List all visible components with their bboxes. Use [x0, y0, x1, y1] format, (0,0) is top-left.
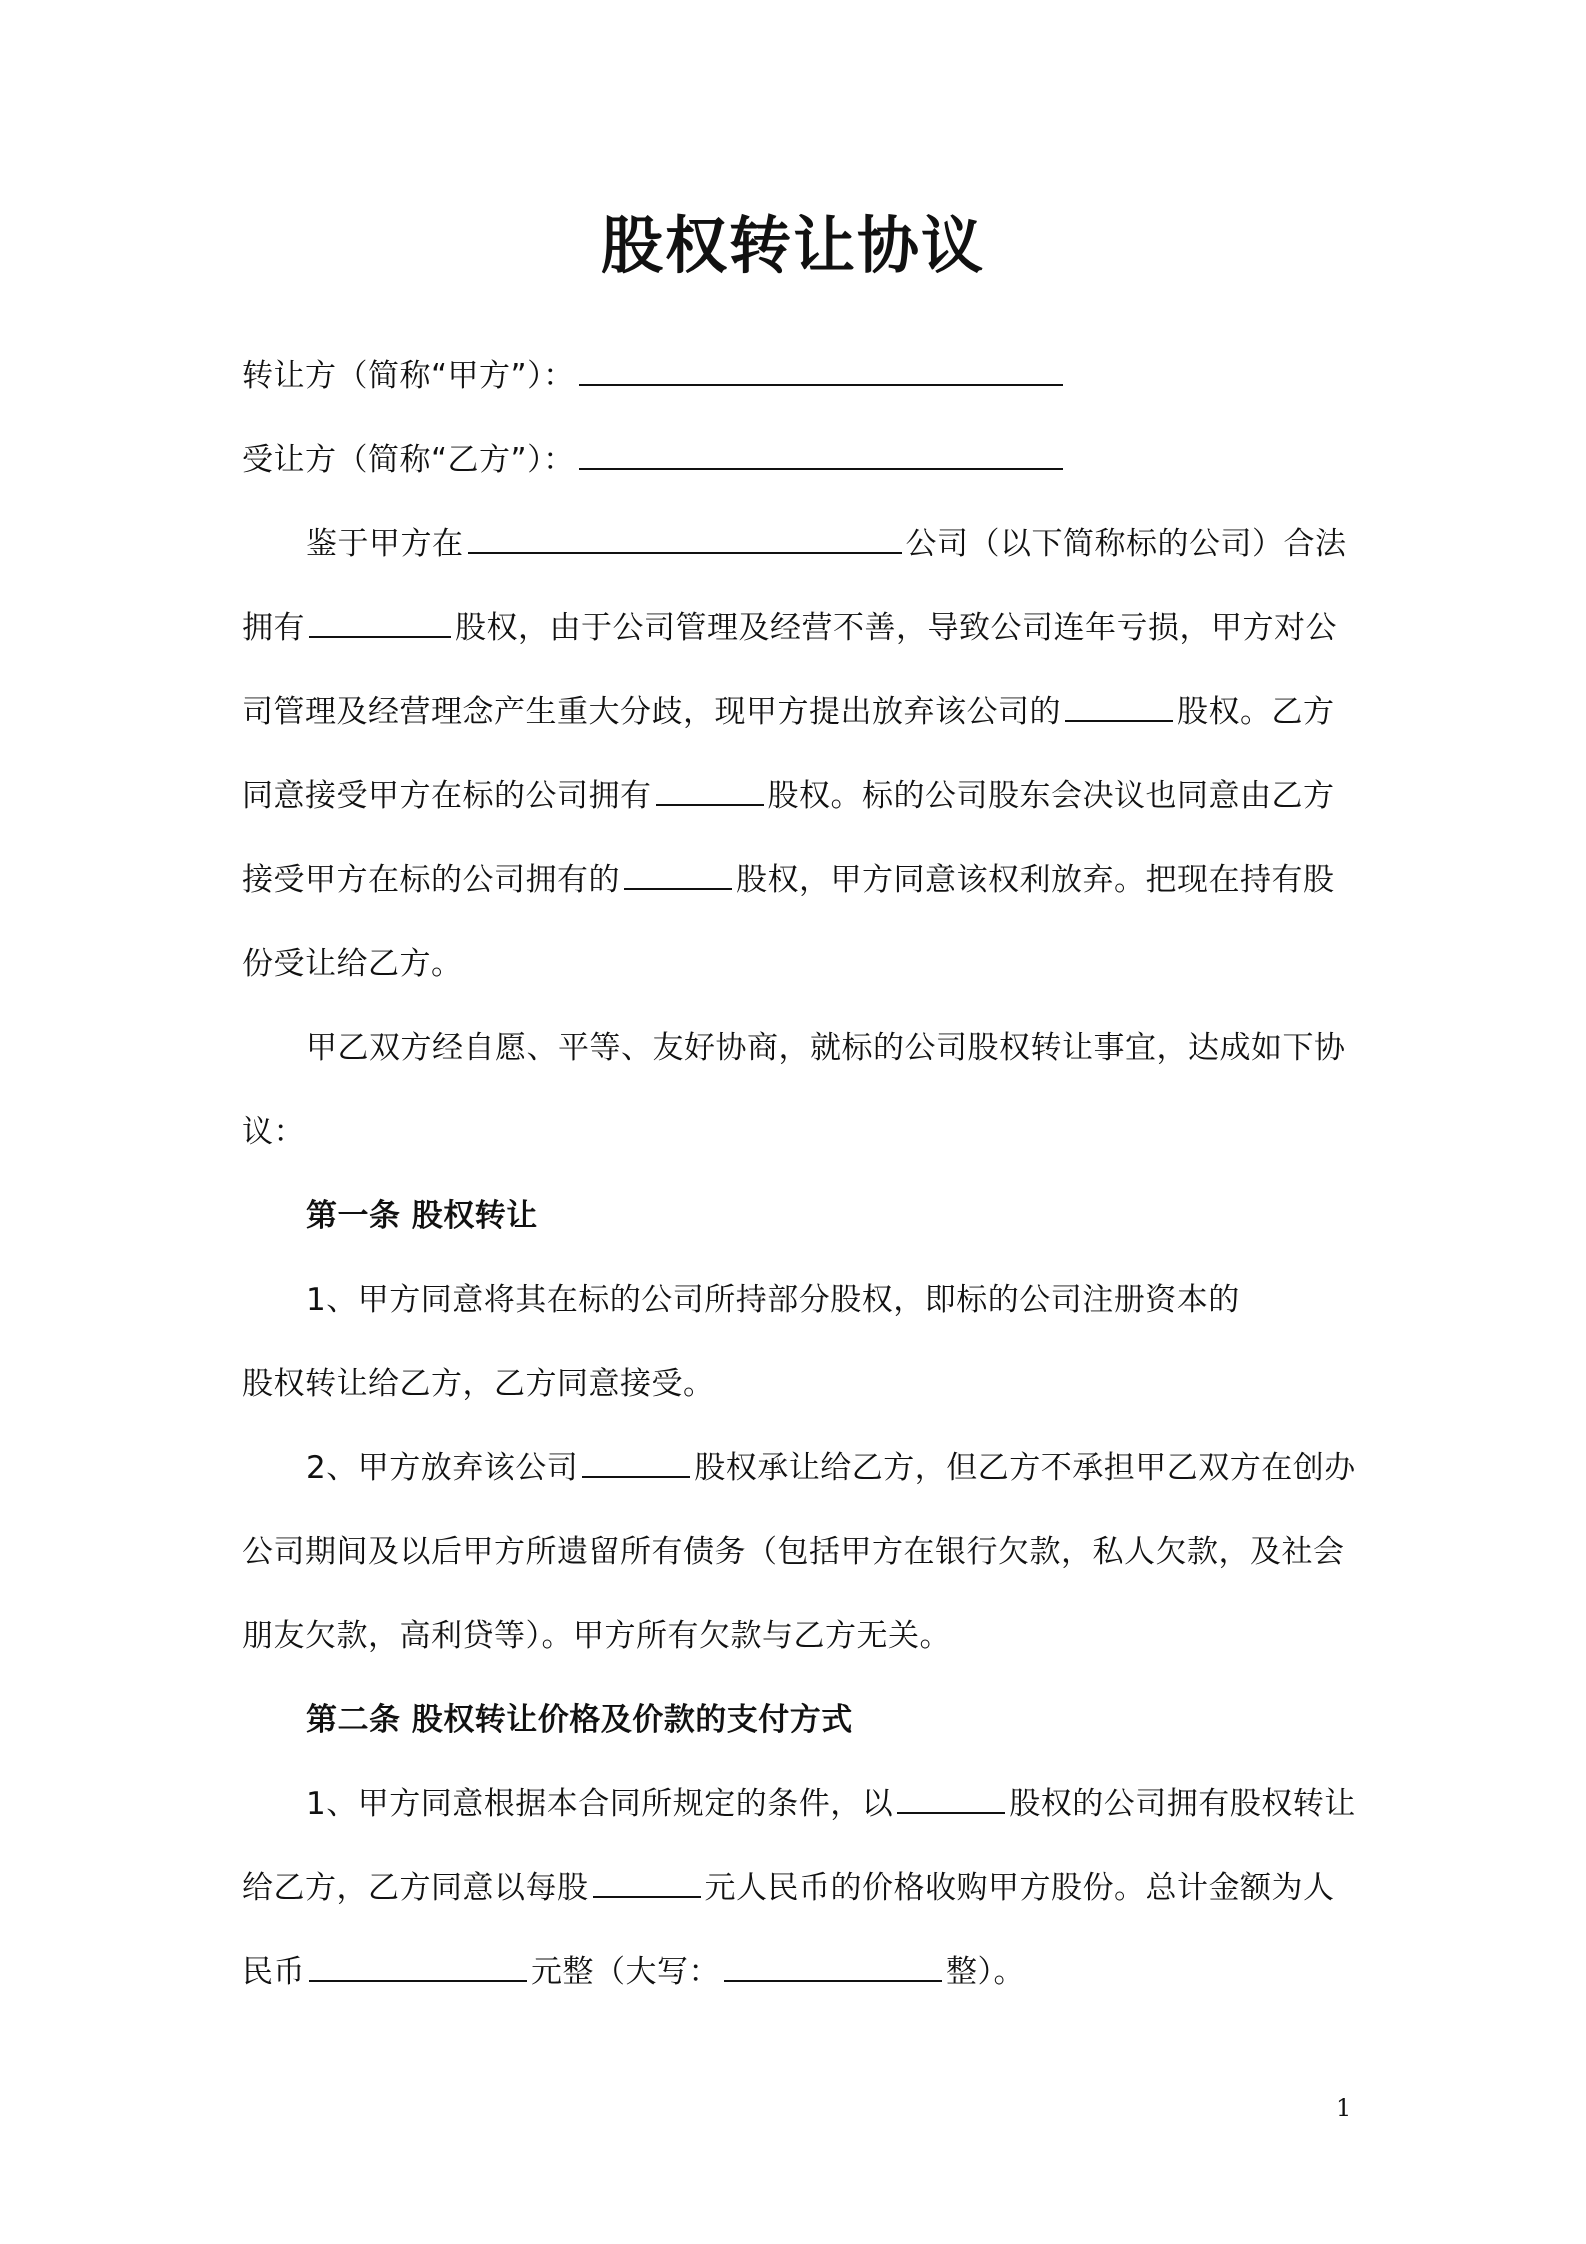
- clause-text: 股权转让给乙方，乙方同意接受。: [242, 1366, 715, 1402]
- share-percent-blank[interactable]: [624, 858, 732, 890]
- transferee-name-blank[interactable]: [579, 438, 1063, 470]
- document-title: 股权转让协议: [600, 209, 985, 282]
- recital-line-5: [242, 856, 1352, 904]
- clause-text: 元整（大写：: [531, 1954, 720, 1990]
- share-percent-blank[interactable]: [656, 774, 764, 806]
- recital-text: 股权。乙方: [1177, 694, 1335, 730]
- recital-line-4: [242, 772, 1352, 820]
- agreement-intro-line-1: [306, 1024, 1352, 1072]
- intro-text: 议：: [242, 1114, 305, 1150]
- recital-text: 公司（以下简称标的公司）合法: [905, 526, 1347, 562]
- recital-text: 股权。标的公司股东会决议也同意由乙方: [767, 778, 1335, 814]
- clause-text: 给乙方，乙方同意以每股: [242, 1870, 589, 1906]
- recital-text: 接受甲方在标的公司拥有的: [242, 862, 620, 898]
- share-percent-blank[interactable]: [897, 1782, 1005, 1814]
- article-1-clause-2-line-2: [242, 1528, 1352, 1576]
- transferor-name-blank[interactable]: [579, 354, 1063, 386]
- article-1-clause-2-line-3: [242, 1612, 1352, 1660]
- intro-text: 甲乙双方经自愿、平等、友好协商，就标的公司股权转让事宜，达成如下协: [306, 1030, 1346, 1066]
- total-amount-blank[interactable]: [309, 1950, 527, 1982]
- share-percent-blank[interactable]: [582, 1446, 690, 1478]
- recital-text: 司管理及经营理念产生重大分歧，现甲方提出放弃该公司的: [242, 694, 1061, 730]
- article-2-heading: 第二条 股权转让价格及价款的支付方式: [306, 1702, 853, 1738]
- article-1-clause-1-line-1: [306, 1276, 1352, 1324]
- transferor-label: 转让方（简称“甲方”）：: [242, 358, 575, 394]
- recital-line-3: [242, 688, 1352, 736]
- recital-text: 同意接受甲方在标的公司拥有: [242, 778, 652, 814]
- clause-text: 1、甲方同意将其在标的公司所持部分股权，即标的公司注册资本的: [306, 1282, 1240, 1318]
- clause-text: 朋友欠款，高利贷等）。甲方所有欠款与乙方无关。: [242, 1618, 951, 1654]
- clause-text: 股权承让给乙方，但乙方不承担甲乙双方在创办: [694, 1450, 1356, 1486]
- recital-line-6: [242, 940, 1352, 988]
- share-percent-blank[interactable]: [309, 606, 451, 638]
- transferor-line: [242, 352, 1352, 400]
- recital-text: 拥有: [242, 610, 305, 646]
- article-2-clause-1-line-3: [242, 1948, 1352, 1996]
- transferee-line: [242, 436, 1352, 484]
- clause-text: 公司期间及以后甲方所遗留所有债务（包括甲方在银行欠款，私人欠款，及社会: [242, 1534, 1345, 1570]
- recital-line-1: [306, 520, 1352, 568]
- clause-text: 2、甲方放弃该公司: [306, 1450, 579, 1486]
- amount-in-words-blank[interactable]: [724, 1950, 942, 1982]
- article-2-clause-1-line-2: [242, 1864, 1352, 1912]
- recital-text: 鉴于甲方在: [306, 526, 464, 562]
- clause-text: 民币: [242, 1954, 305, 1990]
- share-percent-blank[interactable]: [1065, 690, 1173, 722]
- article-1-clause-1-line-2: [242, 1360, 1352, 1408]
- price-per-share-blank[interactable]: [593, 1866, 701, 1898]
- clause-text: 股权的公司拥有股权转让: [1009, 1786, 1356, 1822]
- agreement-intro-line-2: [242, 1108, 1352, 1156]
- clause-text: 1、甲方同意根据本合同所规定的条件，以: [306, 1786, 894, 1822]
- page-number: 1: [1336, 2094, 1352, 2122]
- recital-text: 份受让给乙方。: [242, 946, 463, 982]
- company-name-blank[interactable]: [468, 522, 902, 554]
- article-1-clause-2-line-1: [306, 1444, 1356, 1492]
- recital-text: 股权，由于公司管理及经营不善，导致公司连年亏损，甲方对公: [455, 610, 1337, 646]
- clause-text: 整）。: [946, 1954, 1025, 1990]
- transferee-label: 受让方（简称“乙方”）：: [242, 442, 575, 478]
- article-2-clause-1-line-1: [306, 1780, 1356, 1828]
- clause-text: 元人民币的价格收购甲方股份。总计金额为人: [704, 1870, 1335, 1906]
- recital-text: 股权，甲方同意该权利放弃。把现在持有股: [736, 862, 1335, 898]
- article-1-heading: 第一条 股权转让: [306, 1198, 538, 1234]
- recital-line-2: [242, 604, 1352, 652]
